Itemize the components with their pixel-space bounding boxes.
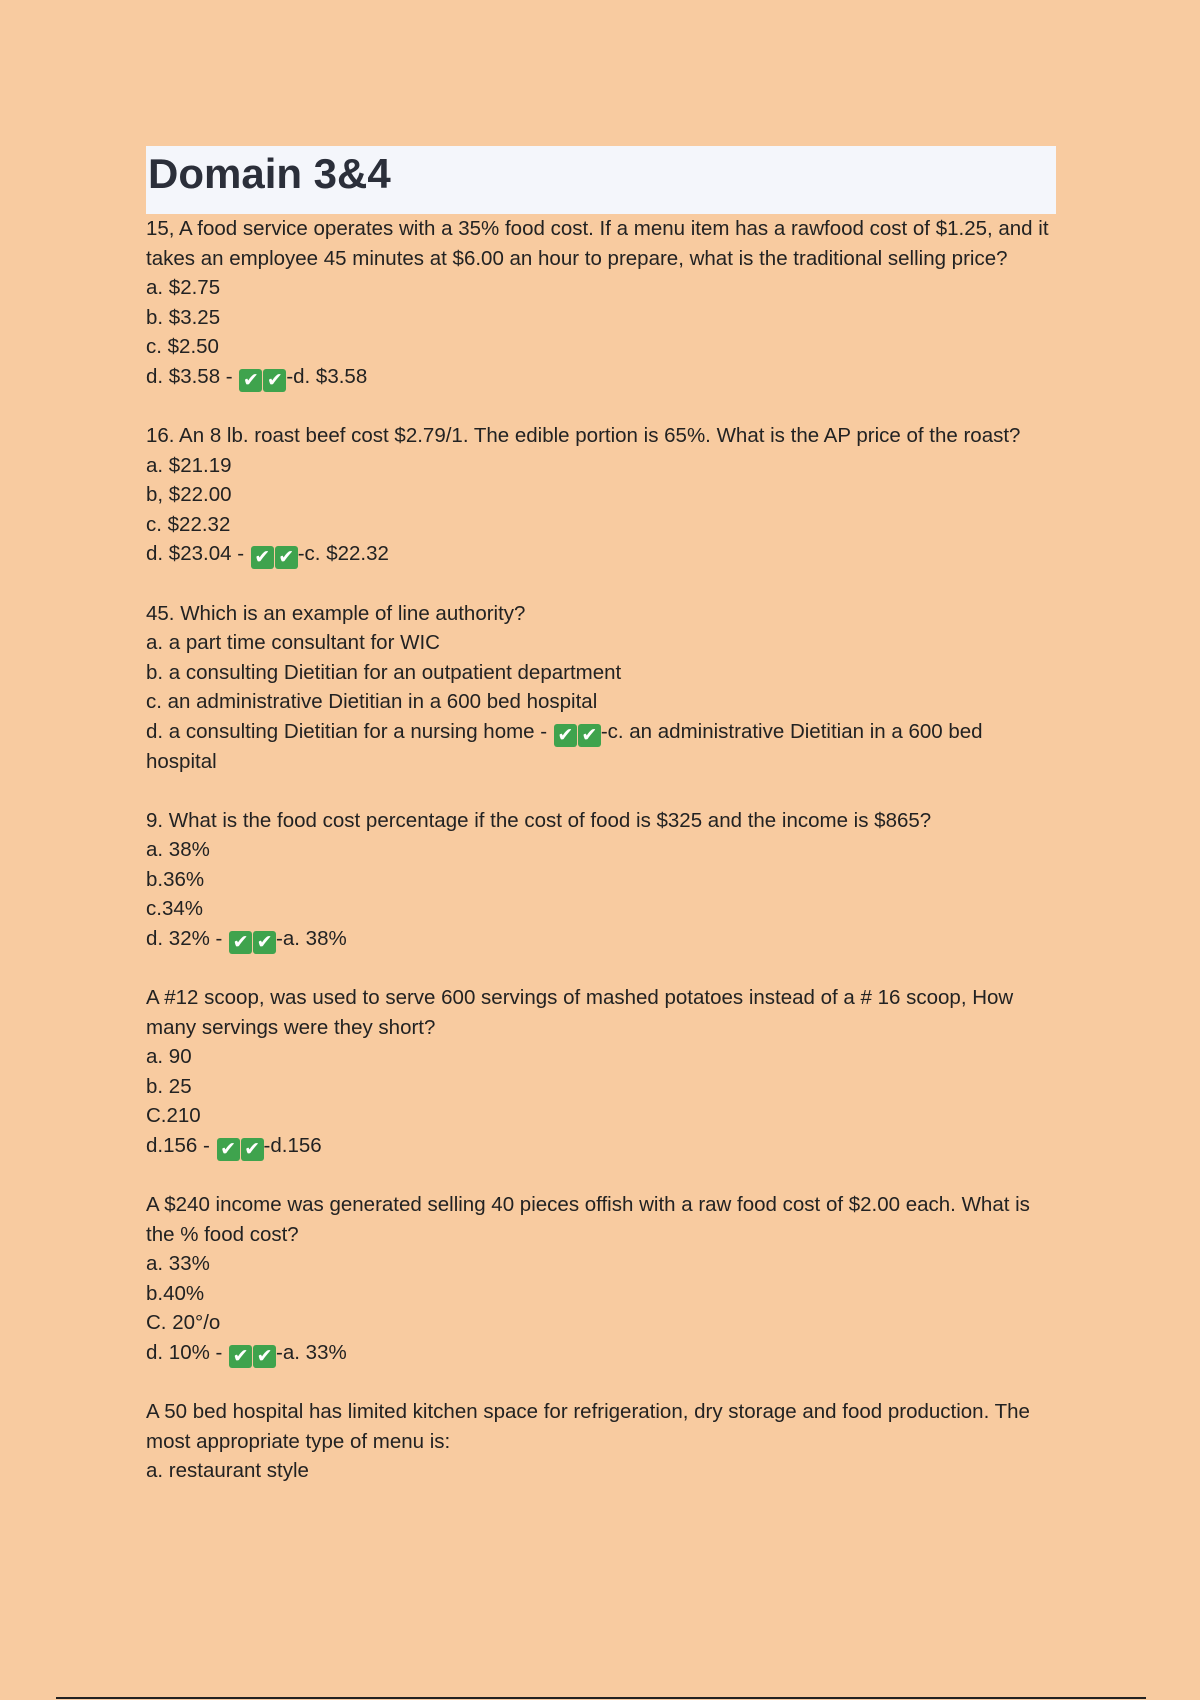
answer-key-line: [146, 539, 1056, 569]
document-page: [146, 146, 1056, 1515]
question-list: [146, 214, 1056, 1486]
answer-option: b.40%: [146, 1281, 205, 1305]
answer-key-line: [146, 924, 1056, 954]
separator: -: [220, 364, 239, 388]
answer-key-line: [146, 1338, 1056, 1368]
check-mark-icon: ✔: [554, 724, 577, 747]
question-item: [146, 599, 1056, 777]
answer-option: d.156: [146, 1133, 198, 1157]
correct-answer: a. 33%: [282, 1340, 347, 1364]
question-item: [146, 1190, 1056, 1368]
question-item: [146, 214, 1056, 392]
answer-prefix: -: [286, 364, 294, 388]
check-mark-icon: ✔: [229, 931, 252, 954]
answer-prefix: -: [297, 542, 305, 565]
question-text: 16. An 8 lb. roast beef cost $2.79/1. The edible portion is 65%. What is the AP price of the roast?: [146, 424, 1021, 447]
answer-prefix: -: [263, 1133, 271, 1157]
correct-answer: d. $3.58: [293, 364, 368, 388]
answer-key-line: [146, 362, 1056, 392]
check-mark-icon: ✔: [253, 1345, 276, 1368]
separator: -: [197, 1133, 216, 1157]
check-mark-icon: ✔: [263, 369, 286, 392]
question-item: [146, 1397, 1056, 1486]
question-text: 45. Which is an example of line authority?: [146, 601, 526, 625]
correct-answer: d.156: [270, 1133, 322, 1157]
page-bottom-rule: [56, 1697, 1146, 1699]
question-item: [146, 983, 1056, 1161]
answer-key-line: [146, 1131, 1056, 1161]
question-item: [146, 421, 1056, 569]
answer-key-line: [146, 717, 1056, 777]
answer-option: d. $3.58: [146, 364, 221, 388]
answer-option: d. $23.04: [146, 542, 232, 565]
answer-option: c. $2.50: [146, 335, 219, 358]
answer-option: a. restaurant style: [146, 1459, 309, 1482]
answer-prefix: -: [276, 926, 283, 950]
answer-option: d. a consulting Dietitian for a nursing home: [146, 719, 535, 743]
check-mark-icon: ✔: [275, 546, 298, 569]
answer-option: c. an administrative Dietitian in a 600 bed hospital: [146, 690, 598, 713]
answer-option: a. $21.19: [146, 453, 232, 477]
check-mark-icon: ✔: [229, 1345, 252, 1368]
answer-option: a. a part time consultant for WIC: [146, 631, 440, 654]
check-mark-icon: ✔: [217, 1138, 240, 1161]
correct-answer: c. $22.32: [304, 542, 389, 565]
answer-prefix: -: [600, 719, 608, 743]
answer-option: b.36%: [146, 867, 205, 891]
separator: -: [534, 719, 553, 743]
check-mark-icon: ✔: [241, 1138, 264, 1161]
correct-answer: c. an administrative Dietitian in a 600 bed hospital: [146, 719, 983, 773]
question-text: 9. What is the food cost percentage if the cost of food is $325 and the income is $865?: [146, 808, 932, 832]
answer-option: b. 25: [146, 1074, 192, 1098]
separator: -: [209, 926, 229, 950]
answer-option: d. 32%: [146, 926, 210, 950]
question-text: A 50 bed hospital has limited kitchen space for refrigeration, dry storage and food production. The most appropriate type of menu is:: [146, 1400, 1030, 1453]
answer-option: a. $2.75: [146, 276, 221, 299]
title-bar: [146, 146, 1056, 214]
question-text: A #12 scoop, was used to serve 600 servings of mashed potatoes instead of a # 16 scoop, How many servings were they short?: [146, 986, 1014, 1039]
check-mark-icon: ✔: [251, 546, 274, 569]
question-item: [146, 806, 1056, 954]
check-mark-icon: ✔: [239, 369, 262, 392]
answer-option: c. $22.32: [146, 512, 231, 536]
answer-option: c.34%: [146, 897, 203, 920]
answer-option: b, $22.00: [146, 483, 232, 506]
page-title: Domain 3&4: [148, 150, 391, 197]
separator: -: [231, 542, 250, 565]
check-mark-icon: ✔: [578, 724, 601, 747]
question-text: A $240 income was generated selling 40 pieces offish with a raw food cost of $2.00 each. What is the % food cost?: [146, 1193, 1030, 1246]
correct-answer: a. 38%: [282, 926, 347, 950]
question-text: 15, A food service operates with a 35% food cost. If a menu item has a rawfood cost of $1.25, and it takes an employee 45 minutes at $6.00 an hour to prepare, what is the traditional selling price?: [146, 217, 1049, 270]
answer-option: d. 10%: [146, 1340, 210, 1364]
answer-option: C. 20°/o: [146, 1311, 221, 1334]
answer-option: a. 90: [146, 1045, 192, 1068]
answer-option: b. $3.25: [146, 305, 221, 329]
answer-prefix: -: [276, 1340, 283, 1364]
answer-option: a. 33%: [146, 1252, 210, 1275]
answer-option: a. 38%: [146, 838, 210, 861]
answer-option: b. a consulting Dietitian for an outpatient department: [146, 660, 622, 684]
answer-option: C.210: [146, 1104, 201, 1127]
separator: -: [209, 1340, 229, 1364]
check-mark-icon: ✔: [253, 931, 276, 954]
